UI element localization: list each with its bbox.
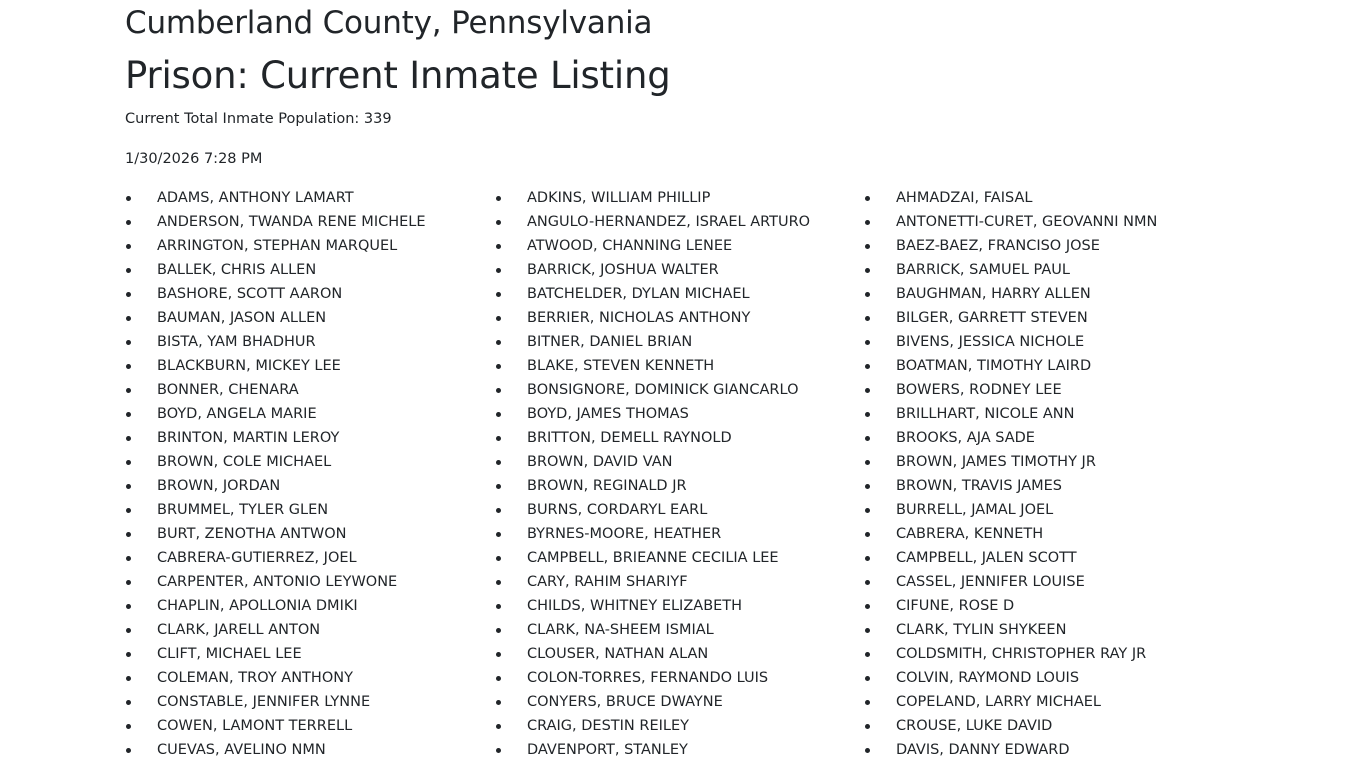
bullet-icon [865,580,870,585]
bullet-icon [865,532,870,537]
inmate-list-item [864,570,1157,594]
inmate-name: BROWN, JORDAN [157,478,281,494]
bullet-icon [496,508,501,513]
inmate-list-item [125,666,426,690]
inmate-name: DAVENPORT, STANLEY [527,742,688,758]
inmate-name: BLAKE, STEVEN KENNETH [527,358,715,374]
inmate-list-item [495,666,810,690]
inmate-list-item [864,594,1157,618]
bullet-icon [865,412,870,417]
inmate-list-item [125,522,426,546]
bullet-icon [496,220,501,225]
inmate-name: BRUMMEL, TYLER GLEN [157,502,329,518]
inmate-list-item [495,354,810,378]
inmate-list-item [864,234,1157,258]
inmate-name: BITNER, DANIEL BRIAN [527,334,693,350]
inmate-list-item [495,450,810,474]
bullet-icon [126,676,131,681]
inmate-list-item [864,474,1157,498]
inmate-name: BILGER, GARRETT STEVEN [896,310,1088,326]
bullet-icon [865,652,870,657]
inmate-list-item [864,210,1157,234]
inmate-list-item [495,642,810,666]
inmate-name: BOATMAN, TIMOTHY LAIRD [896,358,1092,374]
inmate-list-item [125,594,426,618]
bullet-icon [126,700,131,705]
inmate-list-item [495,570,810,594]
bullet-icon [126,652,131,657]
bullet-icon [496,700,501,705]
bullet-icon [865,388,870,393]
inmate-name: CLARK, TYLIN SHYKEEN [896,622,1067,638]
inmate-list-item [495,282,810,306]
inmate-name: BRITTON, DEMELL RAYNOLD [527,430,732,446]
bullet-icon [865,316,870,321]
inmate-list-item [864,642,1157,666]
inmate-name: CARPENTER, ANTONIO LEYWONE [157,574,398,590]
inmate-name: CHILDS, WHITNEY ELIZABETH [527,598,743,614]
inmate-name: BLACKBURN, MICKEY LEE [157,358,341,374]
bullet-icon [865,484,870,489]
bullet-icon [126,628,131,633]
inmate-name: BIVENS, JESSICA NICHOLE [896,334,1085,350]
inmate-list-item [495,546,810,570]
bullet-icon [496,364,501,369]
bullet-icon [865,700,870,705]
inmate-list-item [125,450,426,474]
inmate-name: COLVIN, RAYMOND LOUIS [896,670,1080,686]
inmate-list-item [495,426,810,450]
bullet-icon [865,604,870,609]
inmate-name: CABRERA, KENNETH [896,526,1044,542]
inmate-list-item [495,618,810,642]
inmate-list-item [125,570,426,594]
bullet-icon [496,748,501,753]
inmate-list-item [125,330,426,354]
bullet-icon [126,196,131,201]
inmate-name: CLIFT, MICHAEL LEE [157,646,302,662]
inmate-list-item [864,450,1157,474]
bullet-icon [496,460,501,465]
inmate-name: BONSIGNORE, DOMINICK GIANCARLO [527,382,799,398]
inmate-list-item [125,546,426,570]
inmate-name: CRAIG, DESTIN REILEY [527,718,689,734]
inmate-name: BAEZ-BAEZ, FRANCISO JOSE [896,238,1100,254]
inmate-list-item [495,498,810,522]
bullet-icon [126,532,131,537]
inmate-list-item [125,642,426,666]
inmate-list-item [864,426,1157,450]
inmate-list-item [125,354,426,378]
inmate-name: ANTONETTI-CURET, GEOVANNI NMN [896,214,1158,230]
inmate-name: BRILLHART, NICOLE ANN [896,406,1075,422]
inmate-list-item [495,210,810,234]
inmate-list-item [125,378,426,402]
bullet-icon [865,628,870,633]
inmate-name: ADKINS, WILLIAM PHILLIP [527,190,711,206]
inmate-list-item [495,378,810,402]
bullet-icon [126,508,131,513]
inmate-list-item [864,186,1157,210]
inmate-name: CABRERA-GUTIERREZ, JOEL [157,550,357,566]
bullet-icon [496,268,501,273]
inmate-name: ANDERSON, TWANDA RENE MICHELE [157,214,426,230]
inmate-name: COWEN, LAMONT TERRELL [157,718,353,734]
inmate-list-item [125,258,426,282]
bullet-icon [865,508,870,513]
inmate-name: BERRIER, NICHOLAS ANTHONY [527,310,751,326]
inmate-list-item [125,234,426,258]
bullet-icon [126,724,131,729]
page-title: Prison: Current Inmate Listing [125,54,671,97]
bullet-icon [865,292,870,297]
inmate-list-item [864,522,1157,546]
inmate-name: CLARK, JARELL ANTON [157,622,321,638]
inmate-name: CIFUNE, ROSE D [896,598,1015,614]
inmate-list-item [864,402,1157,426]
inmate-list-item [495,714,810,738]
inmate-list-item [125,738,426,762]
bullet-icon [496,244,501,249]
inmate-name: CLOUSER, NATHAN ALAN [527,646,709,662]
inmate-name: CONSTABLE, JENNIFER LYNNE [157,694,371,710]
inmate-name: BONNER, CHENARA [157,382,299,398]
bullet-icon [865,724,870,729]
inmate-list-item [495,306,810,330]
bullet-icon [126,220,131,225]
inmate-list-item [125,282,426,306]
inmate-name: BAUMAN, JASON ALLEN [157,310,327,326]
bullet-icon [865,268,870,273]
inmate-list-item [495,522,810,546]
inmate-list-item [864,282,1157,306]
bullet-icon [865,436,870,441]
inmate-list-item [125,426,426,450]
bullet-icon [126,460,131,465]
inmate-name: BOYD, JAMES THOMAS [527,406,689,422]
bullet-icon [865,676,870,681]
inmate-list-item [125,714,426,738]
inmate-list-item [125,210,426,234]
bullet-icon [496,412,501,417]
inmate-list-item [495,474,810,498]
bullet-icon [865,340,870,345]
inmate-name: CUEVAS, AVELINO NMN [157,742,326,758]
bullet-icon [496,196,501,201]
inmate-name: BALLEK, CHRIS ALLEN [157,262,317,278]
inmate-name: BARRICK, JOSHUA WALTER [527,262,719,278]
inmate-list-item [864,546,1157,570]
inmate-name: BASHORE, SCOTT AARON [157,286,343,302]
inmate-name: CAMPBELL, BRIEANNE CECILIA LEE [527,550,779,566]
bullet-icon [126,412,131,417]
inmate-name: BATCHELDER, DYLAN MICHAEL [527,286,750,302]
bullet-icon [496,580,501,585]
listing-timestamp: 1/30/2026 7:28 PM [125,151,263,167]
inmate-list-item [864,690,1157,714]
inmate-name: COLEMAN, TROY ANTHONY [157,670,353,686]
bullet-icon [496,292,501,297]
inmate-list-item [864,666,1157,690]
inmate-name: BROWN, DAVID VAN [527,454,673,470]
bullet-icon [496,724,501,729]
bullet-icon [496,676,501,681]
inmate-list-item [495,402,810,426]
inmate-column-1 [125,186,426,762]
inmate-name: BOWERS, RODNEY LEE [896,382,1062,398]
inmate-name: BAUGHMAN, HARRY ALLEN [896,286,1091,302]
bullet-icon [496,532,501,537]
inmate-name: COPELAND, LARRY MICHAEL [896,694,1101,710]
bullet-icon [496,316,501,321]
inmate-list-item [125,474,426,498]
inmate-list-item [495,594,810,618]
inmate-list-item [495,738,810,762]
inmate-list-item [495,258,810,282]
inmate-name: ATWOOD, CHANNING LENEE [527,238,733,254]
inmate-name: CONYERS, BRUCE DWAYNE [527,694,723,710]
inmate-name: BOYD, ANGELA MARIE [157,406,317,422]
bullet-icon [865,364,870,369]
inmate-name: COLDSMITH, CHRISTOPHER RAY JR [896,646,1147,662]
inmate-list-item [125,306,426,330]
bullet-icon [126,436,131,441]
inmate-list-item [864,378,1157,402]
inmate-name: BROWN, COLE MICHAEL [157,454,332,470]
inmate-list-item [125,690,426,714]
inmate-name: BROWN, REGINALD JR [527,478,687,494]
inmate-list-item [864,618,1157,642]
inmate-name: DAVIS, DANNY EDWARD [896,742,1070,758]
inmate-name: ADAMS, ANTHONY LAMART [157,190,354,206]
population-count: Current Total Inmate Population: 339 [125,111,392,127]
bullet-icon [126,580,131,585]
inmate-name: BARRICK, SAMUEL PAUL [896,262,1070,278]
inmate-name: BISTA, YAM BHADHUR [157,334,316,350]
bullet-icon [126,316,131,321]
inmate-list-item [864,258,1157,282]
inmate-list-item [864,330,1157,354]
inmate-name: BRINTON, MARTIN LEROY [157,430,340,446]
inmate-name: CAMPBELL, JALEN SCOTT [896,550,1077,566]
inmate-name: AHMADZAI, FAISAL [896,190,1033,206]
bullet-icon [126,748,131,753]
inmate-name: CLARK, NA-SHEEM ISMIAL [527,622,714,638]
inmate-list-item [864,498,1157,522]
bullet-icon [865,556,870,561]
inmate-name: BURRELL, JAMAL JOEL [896,502,1054,518]
bullet-icon [496,436,501,441]
bullet-icon [126,388,131,393]
inmate-list-item [495,186,810,210]
inmate-list-item [125,618,426,642]
inmate-list-item [864,738,1157,762]
bullet-icon [496,628,501,633]
bullet-icon [126,364,131,369]
bullet-icon [496,604,501,609]
county-heading: Cumberland County, Pennsylvania [125,5,653,41]
bullet-icon [126,340,131,345]
inmate-name: BURT, ZENOTHA ANTWON [157,526,347,542]
bullet-icon [865,220,870,225]
inmate-list-item [125,402,426,426]
bullet-icon [496,340,501,345]
inmate-column-3 [864,186,1157,762]
bullet-icon [865,244,870,249]
bullet-icon [126,484,131,489]
bullet-icon [126,268,131,273]
inmate-column-2 [495,186,810,762]
inmate-name: BROWN, JAMES TIMOTHY JR [896,454,1096,470]
inmate-list-item [125,186,426,210]
inmate-list-item [495,234,810,258]
inmate-name: CHAPLIN, APOLLONIA DMIKI [157,598,358,614]
inmate-list-item [495,330,810,354]
inmate-list-item [864,714,1157,738]
inmate-list-item [864,306,1157,330]
bullet-icon [865,748,870,753]
bullet-icon [496,388,501,393]
bullet-icon [126,244,131,249]
inmate-list-item [495,690,810,714]
bullet-icon [126,556,131,561]
bullet-icon [865,460,870,465]
inmate-name: COLON-TORRES, FERNANDO LUIS [527,670,769,686]
inmate-name: ANGULO-HERNANDEZ, ISRAEL ARTURO [527,214,811,230]
bullet-icon [865,196,870,201]
inmate-list-item [125,498,426,522]
inmate-list-item [864,354,1157,378]
inmate-name: BROOKS, AJA SADE [896,430,1035,446]
inmate-name: CROUSE, LUKE DAVID [896,718,1053,734]
bullet-icon [496,652,501,657]
bullet-icon [496,484,501,489]
inmate-name: CARY, RAHIM SHARIYF [527,574,688,590]
bullet-icon [126,604,131,609]
inmate-name: BYRNES-MOORE, HEATHER [527,526,722,542]
inmate-name: BURNS, CORDARYL EARL [527,502,708,518]
bullet-icon [126,292,131,297]
inmate-name: CASSEL, JENNIFER LOUISE [896,574,1085,590]
bullet-icon [496,556,501,561]
inmate-name: BROWN, TRAVIS JAMES [896,478,1062,494]
inmate-name: ARRINGTON, STEPHAN MARQUEL [157,238,398,254]
